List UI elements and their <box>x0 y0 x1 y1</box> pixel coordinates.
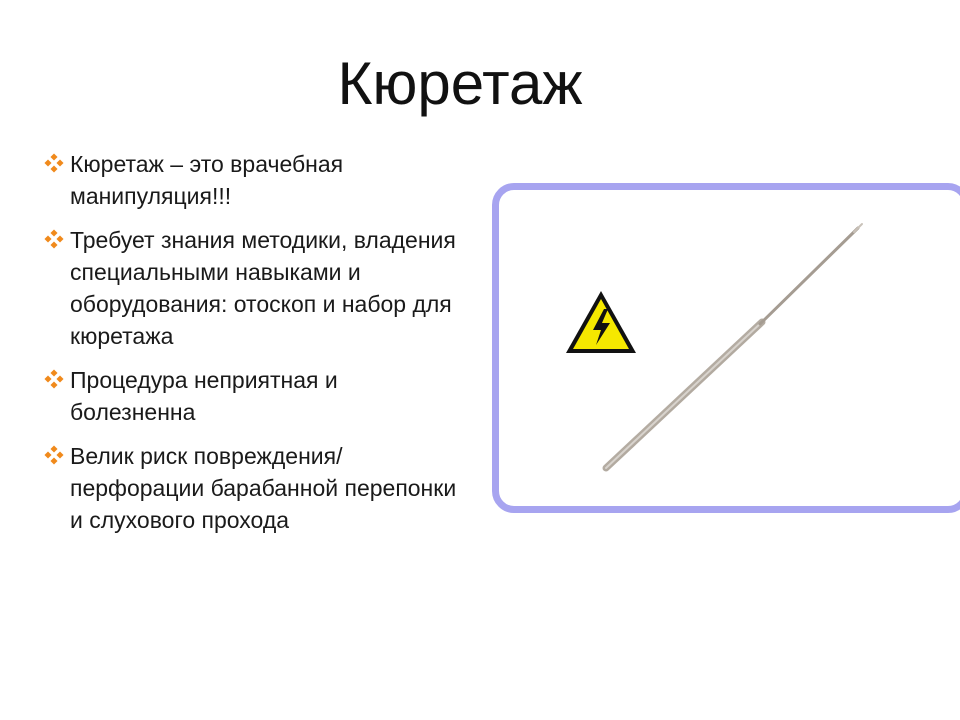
bullet-list <box>44 148 464 548</box>
slide-title: Кюретаж <box>337 50 583 117</box>
bullet-item-3 <box>44 364 464 428</box>
bullet-item-1 <box>44 148 464 212</box>
bullet-item-4 <box>44 440 464 536</box>
diamond-bullet-icon <box>44 369 64 389</box>
diamond-bullet-icon <box>44 153 64 173</box>
bullet-text-3: Процедура неприятная и болезненна <box>70 367 338 425</box>
bullet-item-2 <box>44 224 464 352</box>
diamond-bullet-icon <box>44 445 64 465</box>
bullet-text-1: Кюретаж – это врачебная манипуляция!!! <box>70 151 344 209</box>
ear-curette-icon <box>592 218 872 480</box>
bullet-text-4: Велик риск повреждения/перфорации барабанной перепонки и слухового прохода <box>70 443 457 533</box>
bullet-text-2: Требует знания методики, владения специальными навыками и оборудования: отоскоп и набор для кюретажа <box>70 227 456 349</box>
diamond-bullet-icon <box>44 229 64 249</box>
